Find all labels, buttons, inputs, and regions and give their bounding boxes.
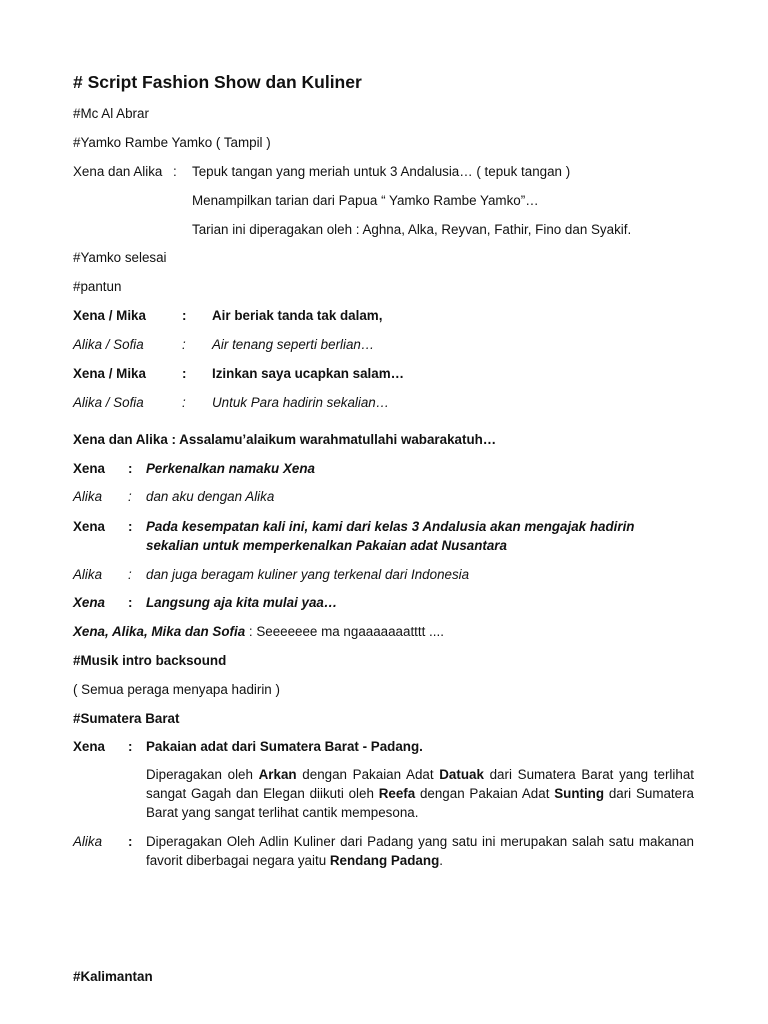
- dialog-line: dan aku dengan Alika: [146, 489, 275, 504]
- pantun-speaker: Alika / Sofia: [73, 395, 144, 410]
- dish-name-rendang: Rendang Padang: [329, 853, 440, 868]
- dialog-line: dan juga beragam kuliner yang terkenal dari Indonesia: [146, 567, 470, 582]
- sumatera-heading: #Sumatera Barat: [73, 711, 180, 726]
- pantun-speaker: Xena / Mika: [73, 366, 146, 381]
- intro-line-1: Tepuk tangan yang meriah untuk 3 Andalusia… ( tepuk tangan ): [192, 164, 571, 179]
- model-name-reefa: Reefa: [378, 786, 416, 801]
- dialog-line: Perkenalkan namaku Xena: [146, 461, 315, 476]
- sumatera-xena-speaker: Xena: [73, 739, 106, 754]
- sumatera-xena-colon: :: [128, 739, 133, 754]
- pantun-line: Izinkan saya ucapkan salam…: [212, 366, 405, 381]
- costume-name-datuak: Datuak: [439, 767, 484, 782]
- dialog-speaker: Xena: [73, 519, 106, 534]
- together-text: : Seeeeeee ma ngaaaaaaatttt ....: [245, 624, 444, 639]
- yamko-end: #Yamko selesai: [73, 250, 167, 265]
- greet-note: ( Semua peraga menyapa hadirin ): [73, 682, 280, 697]
- dialog-line: Langsung aja kita mulai yaa…: [146, 595, 338, 610]
- script-title: # Script Fashion Show dan Kuliner: [73, 72, 362, 92]
- pantun-line: Air tenang seperti berlian…: [212, 337, 375, 352]
- desc-text: dari Sumatera Barat yang terlihat sangat Gagah dan Elegan diikuti oleh: [146, 767, 694, 801]
- kuliner-text: .: [439, 853, 443, 868]
- dialog-colon: :: [128, 595, 133, 610]
- dialog-colon: :: [128, 519, 133, 534]
- kalimantan-heading: #Kalimantan: [73, 969, 153, 984]
- dialog-speaker: Xena: [73, 461, 106, 476]
- pantun-line: Untuk Para hadirin sekalian…: [212, 395, 390, 410]
- pantun-colon: :: [182, 366, 187, 381]
- greeting-line: Xena dan Alika : Assalamu’alaikum warahmatullahi wabarakatuh…: [73, 432, 497, 447]
- sumatera-alika-speaker: Alika: [73, 834, 103, 849]
- intro-speaker: Xena dan Alika: [73, 164, 163, 179]
- together-line: [73, 622, 444, 641]
- dialog-line: sekalian untuk memperkenalkan Pakaian adat Nusantara: [146, 538, 507, 553]
- kuliner-text: Diperagakan Oleh Adlin Kuliner dari Padang yang satu ini merupakan salah satu makanan favorit diberbagai negara yaitu: [146, 834, 694, 868]
- sumatera-xena-line: Pakaian adat dari Sumatera Barat - Padang.: [146, 739, 423, 754]
- yamko-heading: #Yamko Rambe Yamko ( Tampil ): [73, 135, 271, 150]
- dialog-speaker: Alika: [73, 489, 103, 504]
- dialog-colon: :: [128, 461, 133, 476]
- desc-text: Diperagakan oleh: [146, 767, 259, 782]
- dialog-colon: :: [128, 489, 132, 504]
- pantun-colon: :: [182, 337, 186, 352]
- dialog-line: Pada kesempatan kali ini, kami dari kelas 3 Andalusia akan mengajak hadirin: [146, 519, 635, 534]
- dialog-speaker: Xena: [73, 595, 106, 610]
- pantun-colon: :: [182, 395, 186, 410]
- pantun-heading: #pantun: [73, 279, 122, 294]
- intro-colon: :: [173, 164, 177, 179]
- intro-line-2: Menampilkan tarian dari Papua “ Yamko Rambe Yamko”…: [192, 193, 539, 208]
- pantun-colon: :: [182, 308, 187, 323]
- pantun-speaker: Xena / Mika: [73, 308, 146, 323]
- desc-text: dari Sumatera Barat yang sangat terlihat cantik mempesona.: [146, 786, 694, 820]
- intro-line-3: Tarian ini diperagakan oleh : Aghna, Alka, Reyvan, Fathir, Fino dan Syakif.: [192, 222, 632, 237]
- costume-name-sunting: Sunting: [554, 786, 605, 801]
- desc-text: dengan Pakaian Adat: [415, 786, 555, 801]
- sumatera-kuliner-description: [146, 832, 694, 870]
- pantun-line: Air beriak tanda tak dalam,: [212, 308, 383, 323]
- desc-text: dengan Pakaian Adat: [296, 767, 440, 782]
- dialog-speaker: Alika: [73, 567, 103, 582]
- model-name-arkan: Arkan: [258, 767, 297, 782]
- sumatera-alika-colon: :: [128, 834, 133, 849]
- together-speakers: Xena, Alika, Mika dan Sofia: [73, 624, 246, 639]
- dialog-colon: :: [128, 567, 132, 582]
- pantun-speaker: Alika / Sofia: [73, 337, 144, 352]
- mc-line: #Mc Al Abrar: [73, 106, 149, 121]
- sumatera-description: [146, 765, 694, 822]
- musik-line: #Musik intro backsound: [73, 653, 227, 668]
